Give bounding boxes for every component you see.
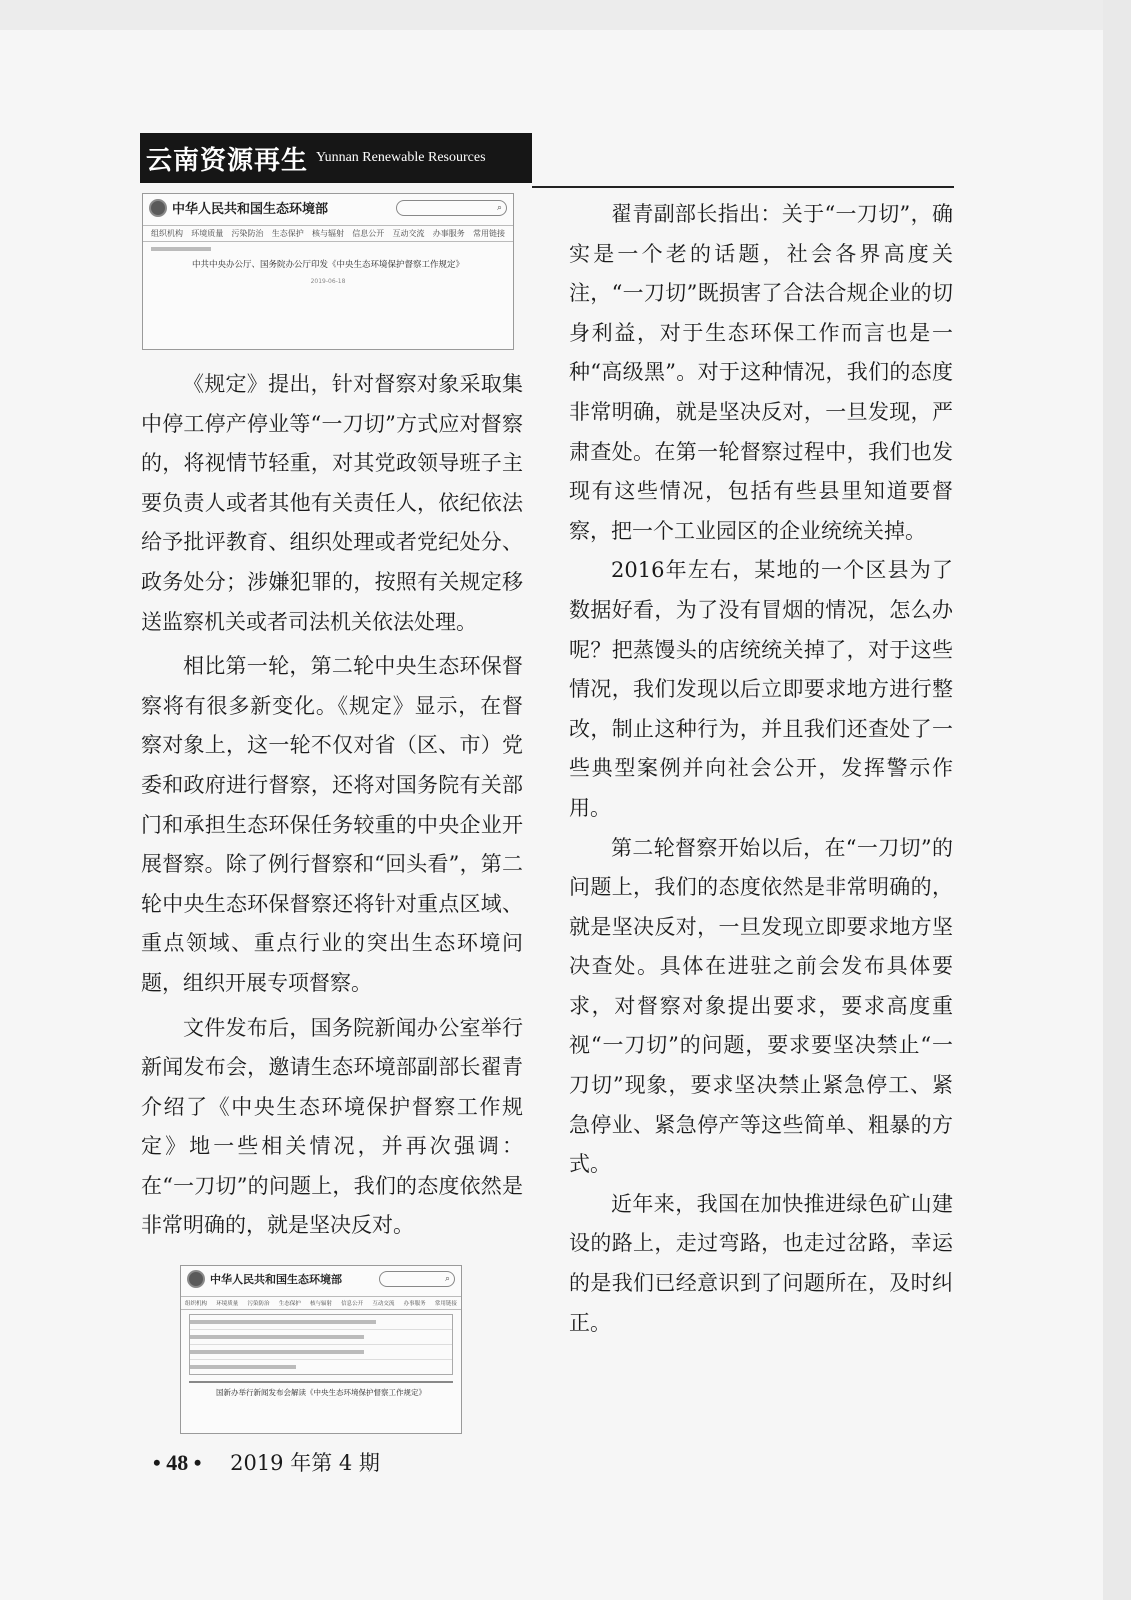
figure-article-heading: 国新办举行新闻发布会解读《中央生态环境保护督察工作规定》 [189, 1381, 453, 1398]
figure-nav-item: 生态保护 [271, 229, 304, 238]
journal-title-cn: 云南资源再生 [146, 145, 309, 176]
figure-nav-item: 环境质量 [191, 229, 224, 238]
header-rule [532, 186, 954, 188]
figure-nav-item: 办事服务 [403, 1301, 426, 1307]
paragraph: 相比第一轮，第二轮中央生态环保督察将有很多新变化。《规定》显示，在督察对象上，这一轮不仅对省（区、市）党委和政府进行督察，还将对国务院有关部门和承担生态环保任务较重的中央企业开展督察。除了例行督察和“回头看”，第二轮中央生态环保督察还将针对重点区域、重点领域、重点行业的突出生态环境问题，组织开展专项督察。 [141, 654, 523, 995]
table-row [190, 1330, 452, 1345]
paragraph: 文件发布后，国务院新闻办公室举行新闻发布会，邀请生态环境部副部长翟青介绍了《中央生态环境保护督察工作规定》地一些相关情况，并再次强调：在“一刀切”的问题上，我们的态度依然是非常明确的，就是坚决反对。 [141, 1015, 523, 1238]
figure-nav-item: 污染防治 [231, 229, 264, 238]
figure-nav-item: 核与辐射 [309, 1301, 332, 1307]
table-row [190, 1360, 452, 1374]
figure-nav-item: 互动交流 [372, 1301, 395, 1307]
figure-nav-item: 污染防治 [247, 1301, 270, 1307]
page-footer [153, 1447, 380, 1477]
issue-label: 2019 年第 4 期 [230, 1451, 380, 1475]
paragraph: 第二轮督察开始以后，在“一刀切”的问题上，我们的态度依然是非常明确的，就是坚决反对，一旦发现立即要求地方坚决查处。具体在进驻之前会发布具体要求，对督察对象提出要求，要求高度重视“一刀切”的问题，要求要坚决禁止“一刀切”现象，要求坚决禁止紧急停工、紧急停业、紧急停产等这些简单、粗暴的方式。 [569, 835, 953, 1177]
search-icon: ⌕ [396, 200, 507, 216]
figure-breadcrumb [143, 242, 513, 255]
figure-site-title: 中华人民共和国生态环境部 [172, 202, 329, 217]
figure-nav-bar [181, 1296, 461, 1310]
page-number: • 48 • [153, 1450, 202, 1475]
search-icon: ⌕ [379, 1271, 455, 1287]
figure-screenshot-press-release [180, 1265, 462, 1434]
figure-nav-item: 组织机构 [185, 1301, 208, 1307]
right-column [569, 195, 953, 1343]
figure-nav-item: 组织机构 [151, 229, 183, 238]
figure-article-heading: 中共中央办公厅、国务院办公厅印发《中央生态环境保护督察工作规定》 [191, 260, 464, 270]
figure-nav-item: 生态保护 [278, 1301, 301, 1307]
scan-margin-top [0, 0, 1131, 30]
figure-nav-item: 核与辐射 [312, 229, 344, 238]
figure-info-table [189, 1314, 453, 1375]
figure-screenshot-regulation [142, 193, 514, 350]
figure-nav-bar [143, 225, 513, 242]
figure-article-date: 2019-06-18 [310, 278, 346, 285]
figure-site-header [143, 194, 513, 221]
journal-banner [140, 133, 532, 183]
figure-nav-item: 互动交流 [392, 229, 425, 238]
scan-margin-right [1103, 0, 1131, 1600]
national-emblem-icon [149, 199, 167, 217]
national-emblem-icon [187, 1270, 205, 1288]
figure-nav-item: 常用链接 [473, 229, 505, 238]
left-column [141, 365, 523, 1246]
paragraph: 2016年左右，某地的一个区县为了数据好看，为了没有冒烟的情况，怎么办呢？把蒸馒头的店统统关掉了，对于这些情况，我们发现以后立即要求地方进行整改，制止这种行为，并且我们还查处了一些典型案例并向社会公开，发挥警示作用。 [569, 558, 953, 820]
figure-nav-item: 常用链接 [434, 1301, 457, 1307]
figure-site-title: 中华人民共和国生态环境部 [210, 1273, 342, 1286]
paragraph: 《规定》提出，针对督察对象采取集中停工停产停业等“一刀切”方式应对督察的，将视情节轻重，对其党政领导班子主要负责人或者其他有关责任人，依纪依法给予批评教育、组织处理或者党纪处分、政务处分；涉嫌犯罪的，按照有关规定移送监察机关或者司法机关依法处理。 [141, 372, 523, 634]
figure-site-header [181, 1266, 461, 1292]
paragraph: 翟青副部长指出：关于“一刀切”，确实是一个老的话题，社会各界高度关注，“一刀切”既损害了合法合规企业的切身利益，对于生态环保工作而言也是一种“高级黑”。对于这种情况，我们的态度非常明确，就是坚决反对，一旦发现，严肃查处。在第一轮督察过程中，我们也发现有这些情况，包括有些县里知道要督察，把一个工业园区的企业统统关掉。 [569, 202, 953, 543]
figure-nav-item: 办事服务 [432, 229, 465, 238]
table-row [190, 1345, 452, 1360]
figure-nav-item: 信息公开 [352, 229, 385, 238]
figure-nav-item: 环境质量 [216, 1301, 239, 1307]
journal-title-en: Yunnan Renewable Resources [316, 150, 486, 165]
table-row [190, 1315, 452, 1330]
figure-nav-item: 信息公开 [341, 1301, 364, 1307]
paragraph: 近年来，我国在加快推进绿色矿山建设的路上，走过弯路，也走过岔路，幸运的是我们已经意识到了问题所在，及时纠正。 [569, 1191, 953, 1335]
